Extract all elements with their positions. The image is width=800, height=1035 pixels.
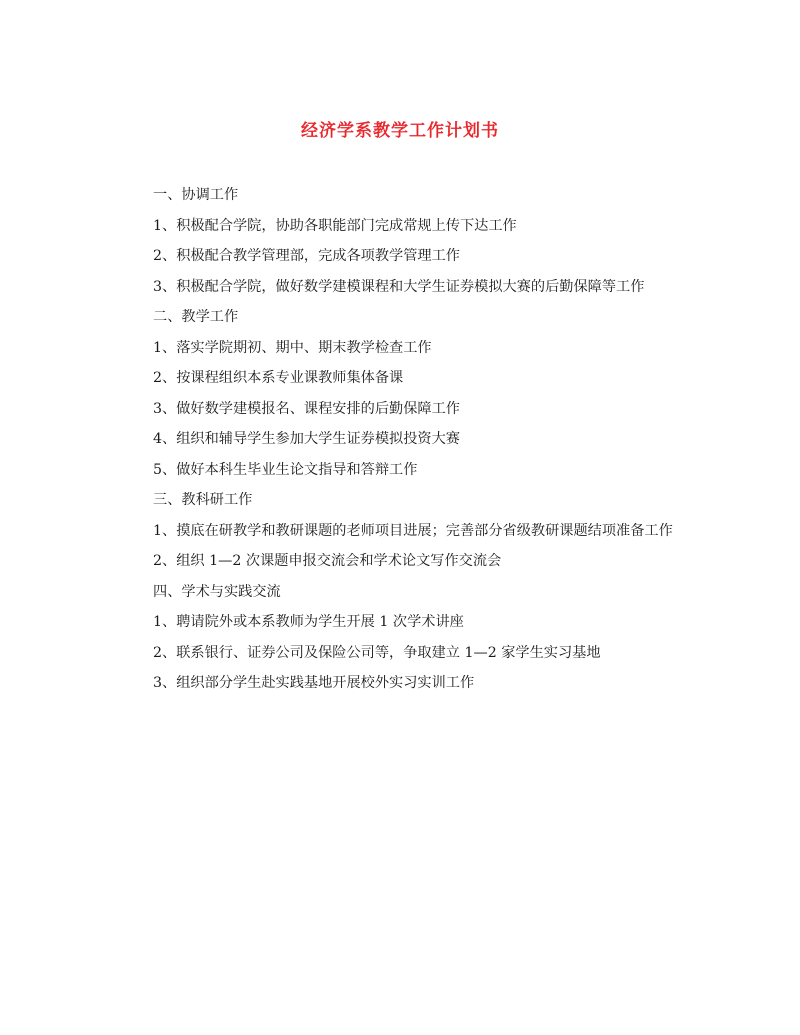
section-heading-research: 三、教科研工作 <box>153 492 253 508</box>
list-item: 2、联系银行、证券公司及保险公司等，争取建立 1—2 家学生实习基地 <box>153 644 601 661</box>
list-item: 1、聘请院外或本系教师为学生开展 1 次学术讲座 <box>153 614 464 630</box>
document-body <box>122 180 682 699</box>
section-heading-coordination: 一、协调工作 <box>153 187 239 203</box>
section-heading-teaching: 二、教学工作 <box>153 309 239 325</box>
list-item: 5、做好本科生毕业生论文指导和答辩工作 <box>153 461 418 478</box>
list-item: 1、积极配合学院，协助各职能部门完成常规上传下达工作 <box>153 217 517 234</box>
list-item: 1、摸底在研教学和教研课题的老师项目进展；完善部分省级教研课题结项准备工作 <box>153 522 673 539</box>
document-title: 经济学系教学工作计划书 <box>301 121 499 141</box>
list-item: 2、按课程组织本系专业课教师集体备课 <box>153 370 404 386</box>
list-item: 4、组织和辅导学生参加大学生证券模拟投资大赛 <box>153 431 460 447</box>
list-item: 3、积极配合学院，做好数学建模课程和大学生证券模拟大赛的后勤保障等工作 <box>153 278 645 295</box>
list-item: 2、积极配合教学管理部，完成各项教学管理工作 <box>153 248 460 264</box>
list-item: 1、落实学院期初、期中、期末教学检查工作 <box>153 339 432 356</box>
list-item: 3、做好数学建模报名、课程安排的后勤保障工作 <box>153 400 460 417</box>
list-item: 2、组织 1—2 次课题申报交流会和学术论文写作交流会 <box>153 553 502 569</box>
section-heading-academic-exchange: 四、学术与实践交流 <box>153 583 281 600</box>
list-item: 3、组织部分学生赴实践基地开展校外实习实训工作 <box>153 675 475 691</box>
